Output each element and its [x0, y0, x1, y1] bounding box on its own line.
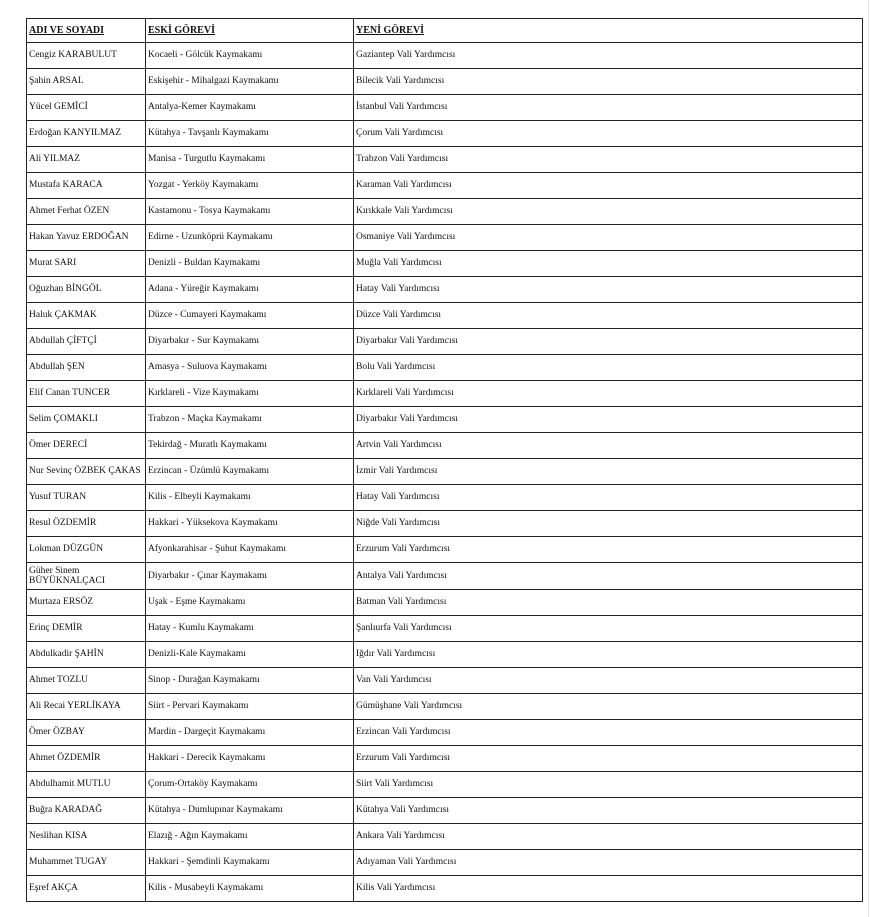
cell-name: Nur Sevinç ÖZBEK ÇAKAS [27, 459, 146, 485]
cell-old-position: Yozgat - Yerköy Kaymakamı [146, 173, 354, 199]
table-row [27, 642, 863, 668]
table-row [27, 277, 863, 303]
cell-new-position: Bilecik Vali Yardımcısı [354, 69, 863, 95]
cell-name: Murtaza ERSÖZ [27, 590, 146, 616]
cell-name: Elif Canan TUNCER [27, 381, 146, 407]
table-header-row [27, 19, 863, 43]
cell-name: Güher Sinem BÜYÜKNALÇACI [27, 563, 146, 590]
cell-old-position: Elazığ - Ağın Kaymakamı [146, 824, 354, 850]
header-new-position: YENİ GÖREVİ [354, 19, 863, 43]
header-old-position: ESKİ GÖREVİ [146, 19, 354, 43]
cell-new-position: Antalya Vali Yardımcısı [354, 563, 863, 590]
table-row [27, 720, 863, 746]
cell-name: Ahmet Ferhat ÖZEN [27, 199, 146, 225]
table-row [27, 616, 863, 642]
cell-name: Ali YILMAZ [27, 147, 146, 173]
cell-old-position: Diyarbakır - Çınar Kaymakamı [146, 563, 354, 590]
cell-new-position: Kırklareli Vali Yardımcısı [354, 381, 863, 407]
table-row [27, 746, 863, 772]
cell-old-position: Trabzon - Maçka Kaymakamı [146, 407, 354, 433]
cell-old-position: Kütahya - Dumlupınar Kaymakamı [146, 798, 354, 824]
cell-name: Yusuf TURAN [27, 485, 146, 511]
cell-new-position: Erzurum Vali Yardımcısı [354, 537, 863, 563]
table-row [27, 147, 863, 173]
cell-old-position: Hakkari - Derecik Kaymakamı [146, 746, 354, 772]
table-row [27, 798, 863, 824]
cell-new-position: Diyarbakır Vali Yardımcısı [354, 407, 863, 433]
cell-new-position: Trabzon Vali Yardımcısı [354, 147, 863, 173]
cell-old-position: Kilis - Elbeyli Kaymakamı [146, 485, 354, 511]
table-row [27, 824, 863, 850]
cell-new-position: Artvin Vali Yardımcısı [354, 433, 863, 459]
table-row [27, 329, 863, 355]
cell-name: Neslihan KISA [27, 824, 146, 850]
cell-old-position: Çorum-Ortaköy Kaymakamı [146, 772, 354, 798]
cell-new-position: Gümüşhane Vali Yardımcısı [354, 694, 863, 720]
cell-name: Yücel GEMİCİ [27, 95, 146, 121]
cell-name: Erinç DEMİR [27, 616, 146, 642]
table-row [27, 303, 863, 329]
table-row [27, 668, 863, 694]
cell-old-position: Kırklareli - Vize Kaymakamı [146, 381, 354, 407]
cell-name: Ali Recai YERLİKAYA [27, 694, 146, 720]
cell-name: Buğra KARADAĞ [27, 798, 146, 824]
cell-name: Murat SARI [27, 251, 146, 277]
cell-name: Mustafa KARACA [27, 173, 146, 199]
cell-new-position: Çorum Vali Yardımcısı [354, 121, 863, 147]
cell-old-position: Kocaeli - Gölcük Kaymakamı [146, 43, 354, 69]
table-row [27, 407, 863, 433]
cell-old-position: Adana - Yüreğir Kaymakamı [146, 277, 354, 303]
cell-new-position: İstanbul Vali Yardımcısı [354, 95, 863, 121]
cell-old-position: Mardin - Dargeçit Kaymakamı [146, 720, 354, 746]
cell-old-position: Manisa - Turgutlu Kaymakamı [146, 147, 354, 173]
cell-name: Cengiz KARABULUT [27, 43, 146, 69]
table-row [27, 433, 863, 459]
cell-new-position: İzmir Vali Yardımcısı [354, 459, 863, 485]
appointments-table [26, 18, 863, 902]
cell-old-position: Kastamonu - Tosya Kaymakamı [146, 199, 354, 225]
cell-new-position: Batman Vali Yardımcısı [354, 590, 863, 616]
cell-old-position: Diyarbakır - Sur Kaymakamı [146, 329, 354, 355]
cell-old-position: Erzincan - Üzümlü Kaymakamı [146, 459, 354, 485]
table-row [27, 563, 863, 590]
cell-old-position: Eskişehir - Mihalgazi Kaymakamı [146, 69, 354, 95]
cell-name: Muhammet TUGAY [27, 850, 146, 876]
cell-new-position: Adıyaman Vali Yardımcısı [354, 850, 863, 876]
cell-old-position: Siirt - Pervari Kaymakamı [146, 694, 354, 720]
cell-new-position: Kilis Vali Yardımcısı [354, 876, 863, 902]
cell-name: Ahmet TOZLU [27, 668, 146, 694]
cell-new-position: Karaman Vali Yardımcısı [354, 173, 863, 199]
cell-new-position: Siirt Vali Yardımcısı [354, 772, 863, 798]
cell-old-position: Afyonkarahisar - Şuhut Kaymakamı [146, 537, 354, 563]
header-name: ADI VE SOYADI [27, 19, 146, 43]
cell-name: Hakan Yavuz ERDOĞAN [27, 225, 146, 251]
cell-old-position: Amasya - Suluova Kaymakamı [146, 355, 354, 381]
table-row [27, 876, 863, 902]
cell-new-position: Diyarbakır Vali Yardımcısı [354, 329, 863, 355]
table-row [27, 694, 863, 720]
cell-new-position: Bolu Vali Yardımcısı [354, 355, 863, 381]
table-row [27, 69, 863, 95]
table-row [27, 459, 863, 485]
cell-name: Şahin ARSAL [27, 69, 146, 95]
page-edge-divider [868, 0, 869, 917]
cell-new-position: Gaziantep Vali Yardımcısı [354, 43, 863, 69]
cell-name: Ömer DERECİ [27, 433, 146, 459]
cell-new-position: Hatay Vali Yardımcısı [354, 485, 863, 511]
cell-new-position: Osmaniye Vali Yardımcısı [354, 225, 863, 251]
cell-new-position: Muğla Vali Yardımcısı [354, 251, 863, 277]
cell-name: Lokman DÜZGÜN [27, 537, 146, 563]
table-row [27, 173, 863, 199]
cell-new-position: Ankara Vali Yardımcısı [354, 824, 863, 850]
cell-name: Oğuzhan BİNGÖL [27, 277, 146, 303]
cell-old-position: Antalya-Kemer Kaymakamı [146, 95, 354, 121]
table-row [27, 121, 863, 147]
cell-old-position: Kilis - Musabeyli Kaymakamı [146, 876, 354, 902]
cell-name: Eşref AKÇA [27, 876, 146, 902]
table-row [27, 511, 863, 537]
cell-name: Haluk ÇAKMAK [27, 303, 146, 329]
cell-name: Resul ÖZDEMİR [27, 511, 146, 537]
cell-old-position: Edirne - Uzunköprü Kaymakamı [146, 225, 354, 251]
table-row [27, 772, 863, 798]
cell-old-position: Uşak - Eşme Kaymakamı [146, 590, 354, 616]
cell-old-position: Hatay - Kumlu Kaymakamı [146, 616, 354, 642]
cell-new-position: Erzurum Vali Yardımcısı [354, 746, 863, 772]
cell-old-position: Düzce - Cumayeri Kaymakamı [146, 303, 354, 329]
table-row [27, 355, 863, 381]
table-row [27, 199, 863, 225]
cell-new-position: Düzce Vali Yardımcısı [354, 303, 863, 329]
table-row [27, 251, 863, 277]
cell-new-position: Kırıkkale Vali Yardımcısı [354, 199, 863, 225]
cell-old-position: Hakkari - Yüksekova Kaymakamı [146, 511, 354, 537]
cell-old-position: Kütahya - Tavşanlı Kaymakamı [146, 121, 354, 147]
cell-old-position: Tekirdağ - Muratlı Kaymakamı [146, 433, 354, 459]
table-row [27, 590, 863, 616]
table-row [27, 225, 863, 251]
cell-name: Abdullah ŞEN [27, 355, 146, 381]
table-row [27, 43, 863, 69]
cell-name: Selim ÇOMAKLI [27, 407, 146, 433]
cell-new-position: Kütahya Vali Yardımcısı [354, 798, 863, 824]
table-row [27, 850, 863, 876]
cell-old-position: Hakkari - Şemdinli Kaymakamı [146, 850, 354, 876]
cell-new-position: Şanlıurfa Vali Yardımcısı [354, 616, 863, 642]
cell-name: Erdoğan KANYILMAZ [27, 121, 146, 147]
cell-name: Abdulkadir ŞAHİN [27, 642, 146, 668]
cell-new-position: Iğdır Vali Yardımcısı [354, 642, 863, 668]
cell-old-position: Denizli-Kale Kaymakamı [146, 642, 354, 668]
cell-new-position: Erzincan Vali Yardımcısı [354, 720, 863, 746]
cell-name: Ömer ÖZBAY [27, 720, 146, 746]
cell-old-position: Denizli - Buldan Kaymakamı [146, 251, 354, 277]
cell-new-position: Niğde Vali Yardımcısı [354, 511, 863, 537]
table-row [27, 381, 863, 407]
cell-name: Abdullah ÇİFTÇİ [27, 329, 146, 355]
cell-old-position: Sinop - Durağan Kaymakamı [146, 668, 354, 694]
table-row [27, 537, 863, 563]
table-row [27, 95, 863, 121]
cell-name: Ahmet ÖZDEMİR [27, 746, 146, 772]
cell-new-position: Van Vali Yardımcısı [354, 668, 863, 694]
cell-new-position: Hatay Vali Yardımcısı [354, 277, 863, 303]
table-row [27, 485, 863, 511]
cell-name: Abdulhamit MUTLU [27, 772, 146, 798]
